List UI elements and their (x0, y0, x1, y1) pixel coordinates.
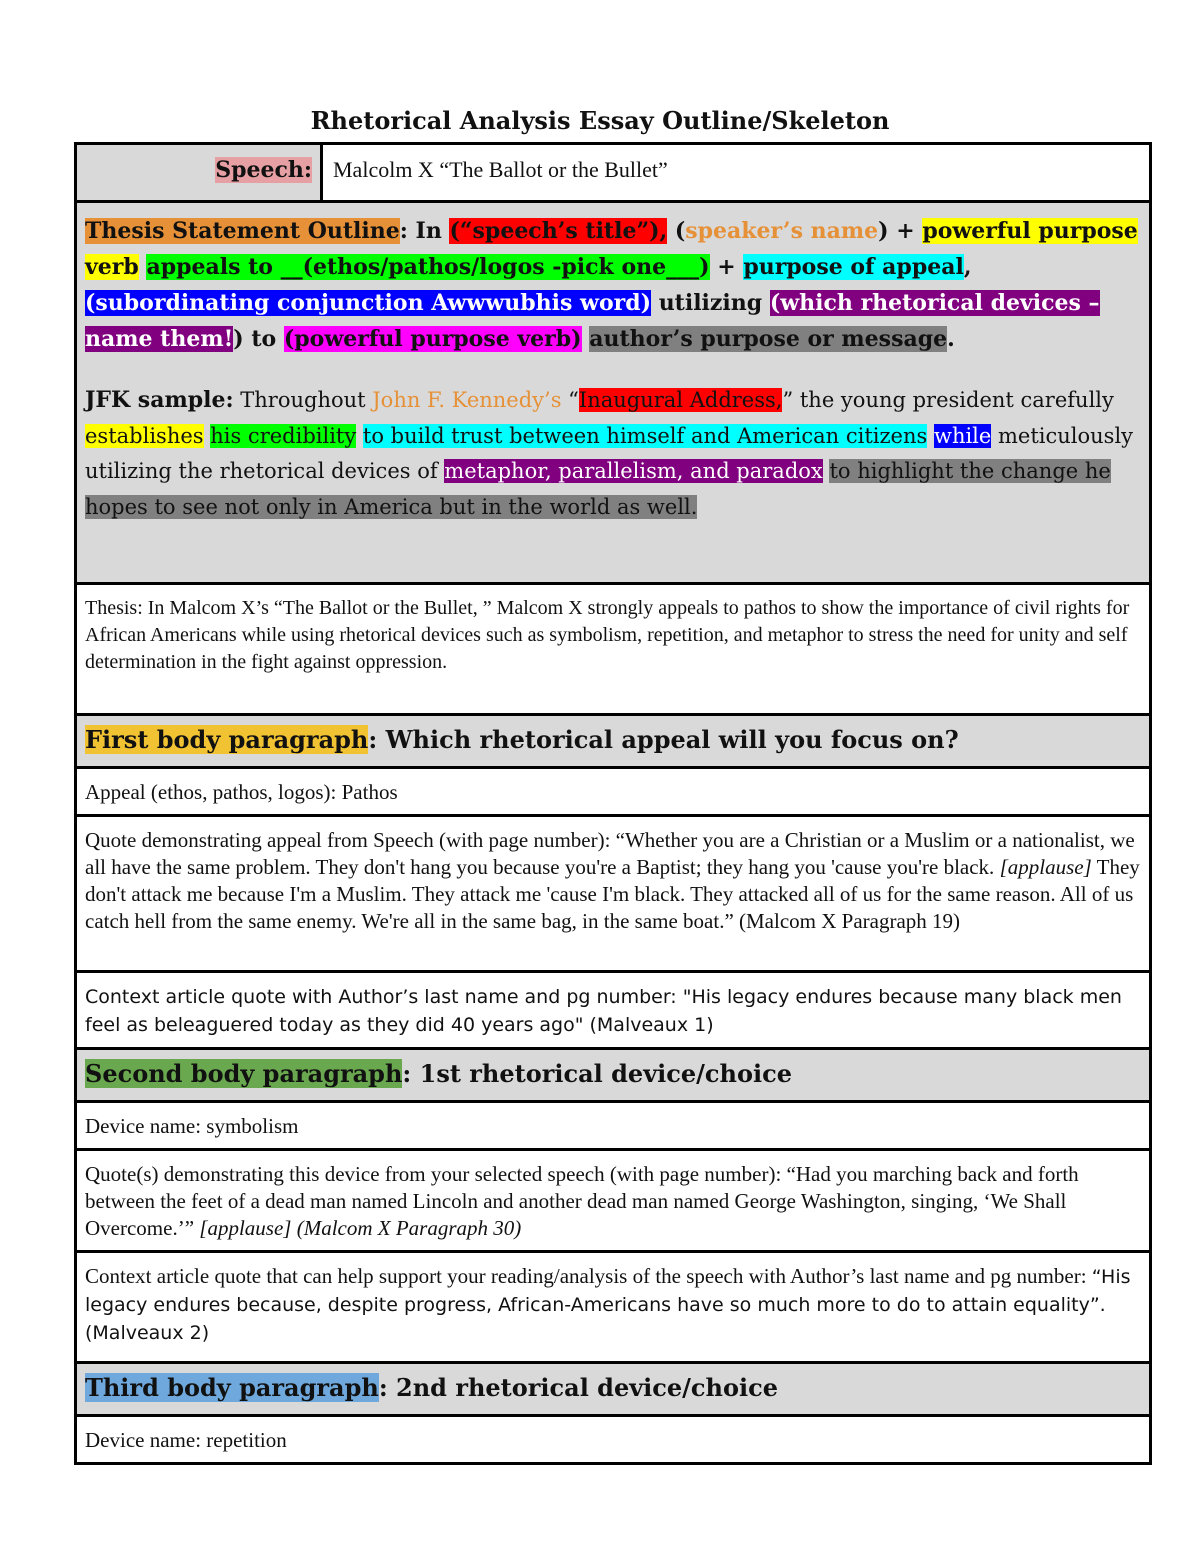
thesis-outline-label: Thesis Statement Outline (85, 218, 400, 244)
thesis-outline-text-part: , (963, 254, 972, 280)
subordinating-conjunction-placeholder: (subordinating conjunction Awwwubhis word) (85, 290, 652, 316)
first-body-header (77, 716, 1149, 769)
speech-label-cell (77, 145, 323, 200)
third-body-device-choice: : 2nd rhetorical device/choice (378, 1373, 778, 1402)
speaker-name-placeholder: speaker’s name (685, 218, 879, 244)
jfk-sample-text-part: “ (561, 388, 579, 412)
jfk-purpose-of-appeal: to build trust between himself and American citizens (362, 423, 928, 448)
speech-label: Speech: (215, 157, 312, 183)
thesis-outline-text-part: ) + (878, 218, 923, 244)
appeal-placeholder: appeals to __(ethos/pathos/logos -pick one___) (146, 254, 710, 280)
second-body-label: Second body paragraph (85, 1059, 403, 1088)
first-body-question: : Which rhetorical appeal will you focus on? (368, 725, 959, 754)
device-context-prompt: Context article quote that can help support your reading/analysis of the speech with Author’s last name and pg number: (85, 1264, 1092, 1288)
third-device-name-cell: Device name: repetition (77, 1417, 1149, 1465)
context-quote-cell (77, 973, 1149, 1050)
thesis-outline-text-part: + (709, 254, 744, 280)
appeal-cell: Appeal (ethos, pathos, logos): Pathos (77, 769, 1149, 817)
third-body-label: Third body paragraph (85, 1373, 379, 1402)
thesis-outline-text (85, 213, 1141, 357)
purpose-verb-placeholder: powerful purpose verb (85, 218, 1138, 280)
device-context-cell (77, 1253, 1149, 1364)
jfk-speaker-name: John F. Kennedy’s (372, 388, 562, 412)
thesis-outline-text-part: . (947, 326, 955, 352)
speech-row (77, 145, 1149, 203)
thesis-cell: Thesis: In Malcom X’s “The Ballot or the Bullet, ” Malcom X strongly appeals to pathos to show the importance of civil rights for African Americans while using rhetorical devices such as symbolism, repetition, and metaphor to stress the need for unity and self determination in the fight against oppression. (77, 585, 1149, 716)
powerful-verb-placeholder: (powerful purpose verb) (283, 326, 582, 352)
appeal-quote-cell (77, 817, 1149, 973)
jfk-conjunction: while (933, 423, 992, 448)
second-body-device-choice: : 1st rhetorical device/choice (402, 1059, 792, 1088)
thesis-outline-text-part: ( (667, 218, 686, 244)
device-quote-cell (77, 1151, 1149, 1253)
jfk-sample-text-part: ” the young president carefully (782, 388, 1114, 412)
context-quote-text: Context article quote with Author’s last name and pg number: "His legacy endures because many black men feel as beleaguered today as they did 40 years ago" (Malveaux 1) (85, 986, 1122, 1036)
jfk-devices: metaphor, parallelism, and paradox (444, 459, 823, 483)
first-body-label: First body paragraph (85, 725, 369, 754)
appeal-quote-text: Quote demonstrating appeal from Speech (with page number): “Whether you are a Christian or a Muslim or a nationalist, we all have the same problem. They don't hang you because you're a Baptist; they hang you 'cause you're black. (85, 828, 1135, 879)
thesis-outline-text-part: utilizing (658, 290, 770, 316)
jfk-sample (85, 383, 1141, 525)
jfk-speech-title: Inaugural Address, (578, 388, 783, 412)
jfk-message: to highlight the change he hopes to see not only in America but in the world as well. (85, 459, 1111, 519)
jfk-sample-text-part: meticulously utilizing the rhetorical devices of (85, 423, 1134, 483)
thesis-outline-text-part: : In (399, 218, 450, 244)
message-placeholder: author’s purpose or message (589, 326, 948, 352)
jfk-appeal: his credibility (210, 423, 357, 448)
speech-value: Malcolm X “The Ballot or the Bullet” (333, 157, 668, 182)
device-name-cell: Device name: symbolism (77, 1103, 1149, 1151)
document-title: Rhetorical Analysis Essay Outline/Skeleton (310, 106, 890, 135)
devices-placeholder: (which rhetorical devices – name them! (85, 290, 1100, 352)
thesis-outline-cell (77, 203, 1149, 585)
jfk-purpose-verb: establishes (85, 423, 204, 448)
speech-title-placeholder: (“speech’s title”), (449, 218, 668, 244)
device-quote-citation: [applause] (Malcom X Paragraph 30) (199, 1216, 522, 1240)
applause-note: [applause] (999, 855, 1092, 879)
jfk-sample-label: JFK sample: (85, 387, 234, 413)
second-body-header (77, 1050, 1149, 1103)
device-context-quote: “His legacy endures because, despite progress, African-Americans have so much more to do to attain equality”. (Malveaux 2) (85, 1266, 1131, 1344)
device-quote-text: Quote(s) demonstrating this device from your selected speech (with page number): “Had you marching back and forth between the feet of a dead man named Lincoln and another dead man named George Washington, singing, ‘We Shall Overcome.’” (85, 1162, 1079, 1240)
purpose-of-appeal-placeholder: purpose of appeal (743, 254, 964, 280)
appeal-quote-text: They don't attack me because I'm a Muslim. They attack me 'cause I'm black. They attacked all of us for the same reason. All of us catch hell from the same enemy. We're all in the same bag, in the same boat.” (Malcom X Paragraph 19) (85, 855, 1140, 933)
outline-table (74, 142, 1152, 1465)
jfk-sample-text-part: Throughout (233, 388, 373, 412)
thesis-outline-text-part: ) to (233, 326, 284, 352)
third-body-header (77, 1364, 1149, 1417)
